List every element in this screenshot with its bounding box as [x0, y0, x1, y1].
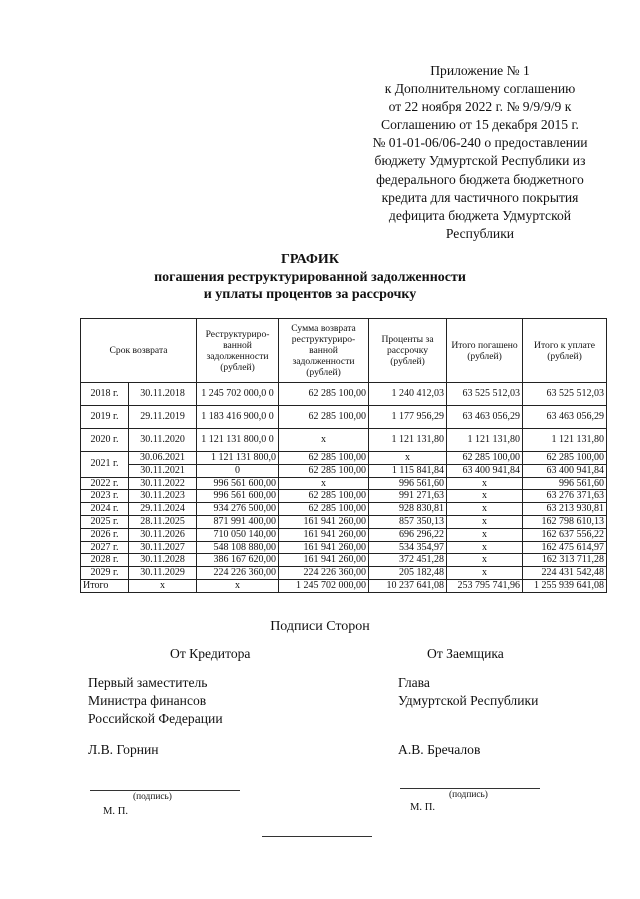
- interest-cell: 1 121 131,80: [369, 429, 447, 452]
- interest-cell: 996 561,60: [369, 477, 447, 490]
- year-cell: 2028 г.: [81, 554, 129, 567]
- header-total-repaid: Итого погашено (рублей): [447, 319, 523, 383]
- appendix-line: Приложение № 1: [430, 63, 530, 78]
- appendix-header: [345, 62, 615, 243]
- appendix-line: Республики: [445, 225, 515, 241]
- appendix-line: федерального бюджета бюджетного: [376, 171, 584, 187]
- header-interest: Проценты за рассрочку (рублей): [369, 319, 447, 383]
- sum-return-cell: 161 941 260,00: [279, 528, 369, 541]
- total-due-cell: 162 798 610,13: [523, 515, 607, 528]
- interest-cell: 372 451,28: [369, 554, 447, 567]
- table-row: [81, 477, 607, 490]
- total-repaid-cell: 63 463 056,29: [447, 406, 523, 429]
- sum-return-cell: 62 285 100,00: [279, 383, 369, 406]
- restructured-cell: 1 121 131 800,0: [197, 452, 279, 465]
- restructured-cell: 0: [197, 464, 279, 477]
- borrower-signature-line: [400, 788, 540, 789]
- total-due-cell: 996 561,60: [523, 477, 607, 490]
- year-cell: 2027 г.: [81, 541, 129, 554]
- total-due-cell: 162 637 556,22: [523, 528, 607, 541]
- bottom-divider: [262, 836, 372, 837]
- appendix-line: дефицита бюджета Удмуртской: [388, 207, 572, 223]
- table-row: [81, 567, 607, 580]
- title-line-2: погашения реструктурированной задолженности: [154, 269, 466, 285]
- date-cell: 29.11.2019: [129, 406, 197, 429]
- total-repaid-cell: 62 285 100,00: [447, 452, 523, 465]
- table-row: [81, 528, 607, 541]
- creditor-position-line: Российской Федерации: [88, 711, 223, 726]
- restructured-cell: 710 050 140,00: [197, 528, 279, 541]
- table-row: [81, 406, 607, 429]
- year-cell: 2026 г.: [81, 528, 129, 541]
- table-row: [81, 515, 607, 528]
- borrower-name: А.В. Бречалов: [398, 742, 481, 757]
- borrower-stamp: М. П.: [410, 802, 436, 813]
- creditor-position-line: Министра финансов: [88, 693, 207, 708]
- total-label-cell: Итого: [81, 579, 129, 592]
- year-cell: 2019 г.: [81, 406, 129, 429]
- total-repaid-cell: x: [447, 541, 523, 554]
- total-due-cell: 224 431 542,48: [523, 567, 607, 580]
- creditor-name: Л.В. Горнин: [88, 742, 159, 757]
- restructured-cell: 996 561 600,00: [197, 490, 279, 503]
- appendix-line: к Дополнительному соглашению: [384, 81, 576, 97]
- date-cell: 28.11.2025: [129, 515, 197, 528]
- total-repaid-cell: x: [447, 554, 523, 567]
- borrower-position: [398, 674, 538, 710]
- document-title: [110, 251, 510, 304]
- sum-return-cell: 224 226 360,00: [279, 567, 369, 580]
- year-cell: 2025 г.: [81, 515, 129, 528]
- table-row: [81, 503, 607, 516]
- appendix-line: от 22 ноября 2022 г. № 9/9/9/9 к: [388, 99, 572, 115]
- total-due-cell: 162 475 614,97: [523, 541, 607, 554]
- sum-return-cell: x: [279, 429, 369, 452]
- creditor-position-line: Первый заместитель: [88, 675, 208, 690]
- total-repaid-cell: 63 525 512,03: [447, 383, 523, 406]
- total-repaid-cell: x: [447, 515, 523, 528]
- sum-return-cell: 62 285 100,00: [279, 452, 369, 465]
- creditor-position: [88, 674, 223, 728]
- restructured-cell: 871 991 400,00: [197, 515, 279, 528]
- borrower-heading: От Заемщика: [427, 646, 504, 661]
- restructured-cell: 224 226 360,00: [197, 567, 279, 580]
- header-term: Срок возврата: [81, 319, 197, 383]
- year-cell: 2023 г.: [81, 490, 129, 503]
- total-repaid-cell: 63 400 941,84: [447, 464, 523, 477]
- total-due-cell: 63 400 941,84: [523, 464, 607, 477]
- appendix-line: бюджету Удмуртской Республики из: [374, 153, 586, 169]
- interest-cell: 534 354,97: [369, 541, 447, 554]
- header-total-due: Итого к уплате (рублей): [523, 319, 607, 383]
- table-row: [81, 554, 607, 567]
- date-cell: 30.11.2026: [129, 528, 197, 541]
- year-cell: 2024 г.: [81, 503, 129, 516]
- restructured-cell: 1 121 131 800,0 0: [197, 429, 279, 452]
- total-due-cell: 63 276 371,63: [523, 490, 607, 503]
- appendix-line: № 01-01-06/06-240 о предоставлении: [372, 135, 588, 151]
- total-due-cell: 62 285 100,00: [523, 452, 607, 465]
- date-cell: 30.11.2021: [129, 464, 197, 477]
- total-repaid-cell: 1 121 131,80: [447, 429, 523, 452]
- header-sum-return: Сумма возврата реструктуриро-ванной задолженности (рублей): [279, 319, 369, 383]
- signatures-heading: Подписи Сторон: [270, 619, 370, 634]
- creditor-sign-label: (подпись): [133, 792, 172, 802]
- total-repaid-cell: x: [447, 528, 523, 541]
- restructured-cell: 548 108 880,00: [197, 541, 279, 554]
- year-cell: 2018 г.: [81, 383, 129, 406]
- sum-return-cell: x: [279, 477, 369, 490]
- borrower-position-line: Удмуртской Республики: [398, 693, 539, 708]
- interest-cell: 1 177 956,29: [369, 406, 447, 429]
- title-main: ГРАФИК: [281, 252, 339, 267]
- creditor-stamp: М. П.: [103, 806, 129, 817]
- date-cell: 30.11.2022: [129, 477, 197, 490]
- interest-cell: 928 830,81: [369, 503, 447, 516]
- total-due-cell: 162 313 711,28: [523, 554, 607, 567]
- restructured-cell: 996 561 600,00: [197, 477, 279, 490]
- table-total-row: [81, 579, 607, 592]
- interest-cell: 1 240 412,03: [369, 383, 447, 406]
- restructured-cell: 386 167 620,00: [197, 554, 279, 567]
- total-repaid-cell: x: [447, 477, 523, 490]
- total-total-due-cell: 1 255 939 641,08: [523, 579, 607, 592]
- date-cell: 30.11.2027: [129, 541, 197, 554]
- date-cell: 30.11.2029: [129, 567, 197, 580]
- total-date-cell: x: [129, 579, 197, 592]
- date-cell: 30.11.2020: [129, 429, 197, 452]
- total-due-cell: 63 463 056,29: [523, 406, 607, 429]
- year-cell: 2022 г.: [81, 477, 129, 490]
- header-restructured: Реструктуриро-ванной задолженности (рублей): [197, 319, 279, 383]
- table-row: [81, 429, 607, 452]
- date-cell: 30.06.2021: [129, 452, 197, 465]
- sum-return-cell: 161 941 260,00: [279, 515, 369, 528]
- total-due-cell: 63 213 930,81: [523, 503, 607, 516]
- year-cell: 2020 г.: [81, 429, 129, 452]
- total-sum-return-cell: 1 245 702 000,00: [279, 579, 369, 592]
- sum-return-cell: 62 285 100,00: [279, 503, 369, 516]
- creditor-heading: От Кредитора: [170, 646, 251, 661]
- restructured-cell: 1 183 416 900,0 0: [197, 406, 279, 429]
- date-cell: 29.11.2024: [129, 503, 197, 516]
- date-cell: 30.11.2028: [129, 554, 197, 567]
- total-repaid-cell: x: [447, 503, 523, 516]
- table-row: [81, 541, 607, 554]
- sum-return-cell: 62 285 100,00: [279, 490, 369, 503]
- borrower-sign-label: (подпись): [449, 790, 488, 800]
- sum-return-cell: 161 941 260,00: [279, 541, 369, 554]
- total-total-repaid-cell: 253 795 741,96: [447, 579, 523, 592]
- borrower-position-line: Глава: [398, 675, 430, 690]
- sum-return-cell: 161 941 260,00: [279, 554, 369, 567]
- year-cell: 2029 г.: [81, 567, 129, 580]
- table-row: [81, 464, 607, 477]
- sum-return-cell: 62 285 100,00: [279, 406, 369, 429]
- interest-cell: x: [369, 452, 447, 465]
- title-line-3: и уплаты процентов за рассрочку: [203, 287, 417, 302]
- table-row: [81, 452, 607, 465]
- total-restructured-cell: x: [197, 579, 279, 592]
- date-cell: 30.11.2018: [129, 383, 197, 406]
- appendix-line: Соглашению от 15 декабря 2015 г.: [381, 117, 579, 133]
- interest-cell: 991 271,63: [369, 490, 447, 503]
- year-cell: 2021 г.: [81, 452, 129, 478]
- total-due-cell: 1 121 131,80: [523, 429, 607, 452]
- total-interest-cell: 10 237 641,08: [369, 579, 447, 592]
- restructured-cell: 1 245 702 000,0 0: [197, 383, 279, 406]
- repayment-schedule-table: [80, 318, 607, 593]
- appendix-line: кредита для частичного покрытия: [381, 189, 579, 205]
- total-due-cell: 63 525 512,03: [523, 383, 607, 406]
- table-header-row: [81, 319, 607, 383]
- interest-cell: 696 296,22: [369, 528, 447, 541]
- interest-cell: 857 350,13: [369, 515, 447, 528]
- table-row: [81, 383, 607, 406]
- date-cell: 30.11.2023: [129, 490, 197, 503]
- interest-cell: 205 182,48: [369, 567, 447, 580]
- table-row: [81, 490, 607, 503]
- total-repaid-cell: x: [447, 490, 523, 503]
- interest-cell: 1 115 841,84: [369, 464, 447, 477]
- restructured-cell: 934 276 500,00: [197, 503, 279, 516]
- creditor-signature-line: [90, 790, 240, 791]
- total-repaid-cell: x: [447, 567, 523, 580]
- sum-return-cell: 62 285 100,00: [279, 464, 369, 477]
